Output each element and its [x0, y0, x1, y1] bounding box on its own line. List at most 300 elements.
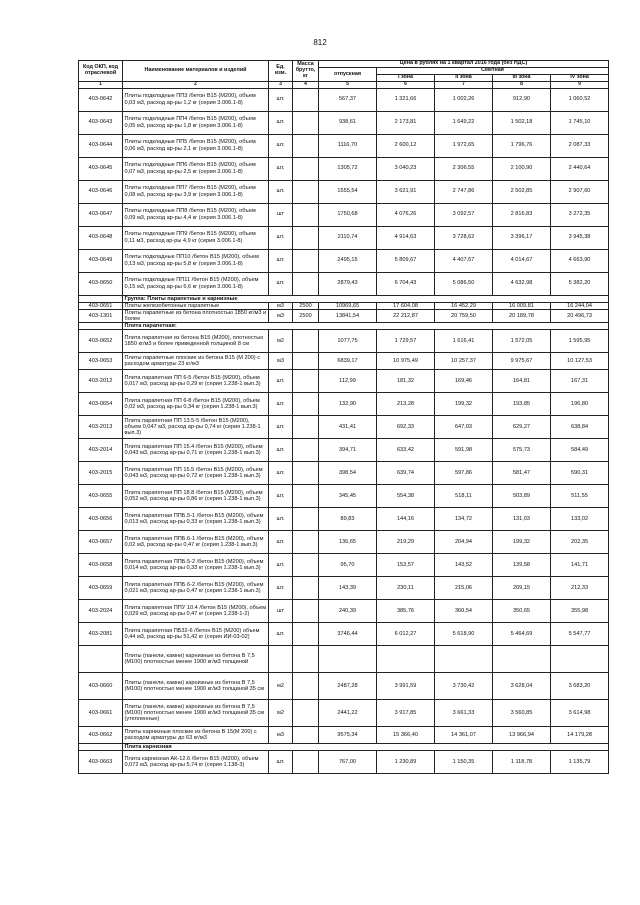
zone1-price-cell: 153,57 — [377, 554, 435, 577]
table-row — [79, 393, 609, 416]
zone4-price-cell: 1 595,95 — [551, 330, 609, 353]
zone1-price-cell: 3 991,59 — [377, 673, 435, 700]
code-cell: 403-2081 — [79, 623, 123, 646]
zone1-price-cell: 639,74 — [377, 462, 435, 485]
zone2-price-cell: 360,54 — [435, 600, 493, 623]
zone4-price-cell: 20 496,73 — [551, 309, 609, 322]
release-price-cell: 3746,44 — [319, 623, 377, 646]
table-row — [79, 302, 609, 309]
unit-cell: м3 — [269, 353, 293, 370]
column-number: 4 — [293, 82, 319, 89]
name-cell: Плиты подкладные ПП11 /бетон В15 (М200), объем 0,15 м3, расход ар-ры 6,6 кг (серия 3.006.1-8) — [123, 272, 269, 295]
zone1-price-cell: 4 076,26 — [377, 203, 435, 226]
zone1-price-cell: 5 809,67 — [377, 249, 435, 272]
code-cell: 403-2012 — [79, 370, 123, 393]
table-row — [79, 249, 609, 272]
zone1-price-cell: 22 212,87 — [377, 309, 435, 322]
table-row — [79, 577, 609, 600]
unit-cell: м3 — [269, 302, 293, 309]
unit-cell: шт. — [269, 485, 293, 508]
mass-cell — [293, 157, 319, 180]
column-number: 1 — [79, 82, 123, 89]
mass-cell — [293, 508, 319, 531]
zone3-price-cell: 139,58 — [493, 554, 551, 577]
zone3-price-cell: 9 975,67 — [493, 353, 551, 370]
name-cell: Плиты (панели, камни) карнизные из бетона В 7,5 (М100) плотностью менее 1900 кг/м3 толщиной 35 см — [123, 673, 269, 700]
code-cell: 403-0656 — [79, 508, 123, 531]
name-cell: Плита парапетная ППУ 10.4 /бетон В15 (М200), объем 0,029 м3, расход ар-ры 0,47 кг (серия 1.238-1-2) — [123, 600, 269, 623]
code-cell: 403-0663 — [79, 751, 123, 774]
zone2-price-cell — [435, 646, 493, 673]
unit-cell: шт. — [269, 134, 293, 157]
table-row — [79, 416, 609, 439]
zone2-price-cell: 20 759,50 — [435, 309, 493, 322]
mass-cell — [293, 485, 319, 508]
zone1-price-cell: 4 914,63 — [377, 226, 435, 249]
unit-cell: шт. — [269, 180, 293, 203]
zone4-price-cell: 10 127,53 — [551, 353, 609, 370]
column-number: 5 — [319, 82, 377, 89]
release-price-cell: 2441,22 — [319, 700, 377, 727]
table-row — [79, 508, 609, 531]
unit-cell: шт. — [269, 111, 293, 134]
zone4-price-cell: 1 060,52 — [551, 88, 609, 111]
unit-cell: шт. — [269, 623, 293, 646]
table-row — [79, 353, 609, 370]
zone1-price-cell — [377, 646, 435, 673]
zone1-price-cell: 10 975,49 — [377, 353, 435, 370]
header-code: Код ОКП, код отраслевой — [79, 61, 123, 82]
zone4-price-cell: 212,33 — [551, 577, 609, 600]
zone4-price-cell: 3 272,35 — [551, 203, 609, 226]
zone4-price-cell: 196,80 — [551, 393, 609, 416]
column-number: 8 — [493, 82, 551, 89]
zone1-price-cell: 15 366,40 — [377, 727, 435, 744]
zone1-price-cell: 554,38 — [377, 485, 435, 508]
release-price-cell: 394,71 — [319, 439, 377, 462]
table-body — [79, 88, 609, 774]
zone4-price-cell: 141,71 — [551, 554, 609, 577]
header-zone-2: II зона — [435, 75, 493, 82]
unit-cell: м3 — [269, 727, 293, 744]
header-name: Наименование материалов и изделий — [123, 61, 269, 82]
zone3-price-cell: 13 966,94 — [493, 727, 551, 744]
name-cell: Плита парапетная ППБ.6-1 /бетон В15 (М200), объем 0,02 м3, расход ар-ры 0,47 кг (серия 1.238-1 вып.3) — [123, 531, 269, 554]
code-cell: 403-0646 — [79, 180, 123, 203]
zone2-price-cell: 1 649,22 — [435, 111, 493, 134]
unit-cell: шт. — [269, 439, 293, 462]
zone2-price-cell: 4 407,67 — [435, 249, 493, 272]
zone4-price-cell: 133,02 — [551, 508, 609, 531]
code-cell — [79, 323, 123, 330]
column-number: 2 — [123, 82, 269, 89]
zone2-price-cell: 169,46 — [435, 370, 493, 393]
name-cell: Плита парапетная ПП 18.8 /бетон В15 (М200), объем 0,052 м3, расход ар-ры 0,86 кг (серия 1.238-1 вып.3) — [123, 485, 269, 508]
zone1-price-cell: 3 917,85 — [377, 700, 435, 727]
zone1-price-cell: 385,76 — [377, 600, 435, 623]
zone3-price-cell: 575,73 — [493, 439, 551, 462]
zone4-price-cell: 1 135,79 — [551, 751, 609, 774]
code-cell: 403-2013 — [79, 416, 123, 439]
unit-cell: шт. — [269, 272, 293, 295]
unit-cell: шт. — [269, 751, 293, 774]
release-price-cell: 13841,54 — [319, 309, 377, 322]
mass-cell — [293, 700, 319, 727]
zone4-price-cell: 16 244,04 — [551, 302, 609, 309]
zone3-price-cell: 581,47 — [493, 462, 551, 485]
code-cell: 403-0642 — [79, 88, 123, 111]
release-price-cell: 112,99 — [319, 370, 377, 393]
header-estimate: Сметная — [377, 67, 609, 74]
zone2-price-cell: 5 618,90 — [435, 623, 493, 646]
zone1-price-cell: 6 012,27 — [377, 623, 435, 646]
zone2-price-cell: 3 728,62 — [435, 226, 493, 249]
release-price-cell: 10969,65 — [319, 302, 377, 309]
zone3-price-cell: 1 572,05 — [493, 330, 551, 353]
code-cell: 403-2024 — [79, 600, 123, 623]
name-cell: Плита парапетная ПП 15.4 /бетон В15 (М200), объем 0,043 м3, расход ар-ры 0,71 кг (серия 1.238-1 вып.3) — [123, 439, 269, 462]
release-price-cell: 2110,74 — [319, 226, 377, 249]
group-title: Группа: Плиты парапетные и карнизные — [123, 295, 609, 302]
release-price-cell: 143,39 — [319, 577, 377, 600]
table-row — [79, 226, 609, 249]
release-price-cell: 345,45 — [319, 485, 377, 508]
code-cell: 403-2015 — [79, 462, 123, 485]
mass-cell — [293, 439, 319, 462]
name-cell: Плита парапетная ППБ.5-2 /бетон В15 (М200), объем 0,014 м3, расход ар-ры 0,33 кг (серия 1.238-1 вып.3) — [123, 554, 269, 577]
release-price-cell: 9575,34 — [319, 727, 377, 744]
table-row — [79, 673, 609, 700]
mass-cell: 2500 — [293, 309, 319, 322]
release-price-cell: 1750,68 — [319, 203, 377, 226]
zone3-price-cell: 1 118,78 — [493, 751, 551, 774]
zone2-price-cell: 14 361,07 — [435, 727, 493, 744]
unit-cell: шт. — [269, 554, 293, 577]
zone3-price-cell: 4 014,67 — [493, 249, 551, 272]
zone4-price-cell: 3 683,20 — [551, 673, 609, 700]
mass-cell — [293, 673, 319, 700]
zone4-price-cell: 202,35 — [551, 531, 609, 554]
table-row — [79, 111, 609, 134]
mass-cell — [293, 180, 319, 203]
mass-cell — [293, 330, 319, 353]
code-cell: 403-0661 — [79, 700, 123, 727]
zone4-price-cell: 584,49 — [551, 439, 609, 462]
mass-cell — [293, 531, 319, 554]
zone2-price-cell: 199,32 — [435, 393, 493, 416]
unit-cell: шт. — [269, 531, 293, 554]
unit-cell: шт. — [269, 462, 293, 485]
zone3-price-cell: 2 816,83 — [493, 203, 551, 226]
name-cell: Плиты (панели, камни) карнизные из бетона В 7,5 (М100) плотностью менее 1900 кг/м3 толщиной — [123, 646, 269, 673]
release-price-cell: 2879,43 — [319, 272, 377, 295]
zone1-price-cell: 144,16 — [377, 508, 435, 531]
name-cell: Плита парапетная ППБ 6-2 /бетон В15 (М200), объем 0,021 м3, расход ар-ры 0,47 кг (серия 1.238-1 вып.3) — [123, 577, 269, 600]
table-row — [79, 180, 609, 203]
zone1-price-cell: 2 600,12 — [377, 134, 435, 157]
zone2-price-cell: 215,06 — [435, 577, 493, 600]
name-cell: Плиты парапетные из бетона плотностью 1850 кг/м3 и более — [123, 309, 269, 322]
zone4-price-cell: 2 440,64 — [551, 157, 609, 180]
zone2-price-cell: 204,94 — [435, 531, 493, 554]
zone2-price-cell: 591,98 — [435, 439, 493, 462]
zone2-price-cell: 3 730,42 — [435, 673, 493, 700]
zone3-price-cell — [493, 646, 551, 673]
table-row — [79, 700, 609, 727]
release-price-cell: 1305,72 — [319, 157, 377, 180]
zone2-price-cell: 10 257,37 — [435, 353, 493, 370]
zone2-price-cell: 647,03 — [435, 416, 493, 439]
name-cell: Плиты подкладные ПП7 /бетон В15 (М200), объем 0,08 м3, расход ар-ры 3,9 кг (серия 3.006.1-8) — [123, 180, 269, 203]
zone2-price-cell: 134,72 — [435, 508, 493, 531]
code-cell: 403-0662 — [79, 727, 123, 744]
zone1-price-cell: 230,11 — [377, 577, 435, 600]
zone1-price-cell: 213,28 — [377, 393, 435, 416]
zone2-price-cell: 1 002,26 — [435, 88, 493, 111]
zone4-price-cell: 1 745,10 — [551, 111, 609, 134]
zone4-price-cell: 355,98 — [551, 600, 609, 623]
zone3-price-cell: 3 628,04 — [493, 673, 551, 700]
mass-cell — [293, 272, 319, 295]
zone4-price-cell: 511,55 — [551, 485, 609, 508]
code-cell: 403-2014 — [79, 439, 123, 462]
release-price-cell: 95,70 — [319, 554, 377, 577]
name-cell: Плита парапетная ПП 15.5 /бетон В15 (М200), объем 0,043 м3, расход ар-ры 0,72 кг (серия 1.238-1 вып.3) — [123, 462, 269, 485]
code-cell — [79, 295, 123, 302]
zone1-price-cell: 219,29 — [377, 531, 435, 554]
name-cell: Плиты подкладные ПП9 /бетон В15 (М200), объем 0,11 м3, расход ар-ры 4,9 кг (серия 3.006.1-8) — [123, 226, 269, 249]
group-row — [79, 295, 609, 302]
zone4-price-cell: 590,31 — [551, 462, 609, 485]
table-row — [79, 485, 609, 508]
header-zone-3: III зона — [493, 75, 551, 82]
mass-cell — [293, 554, 319, 577]
zone1-price-cell: 1 729,57 — [377, 330, 435, 353]
name-cell: Плиты подкладные ПП5 /бетон В15 (М200), объем 0,06 м3, расход ар-ры 2,1 кг (серия 3.006.1-8) — [123, 134, 269, 157]
name-cell: Плиты (панели, камни) карнизные из бетона В 7,5 (М100) плотностью менее 1900 кг/м3 толщиной 35 см (утепленные) — [123, 700, 269, 727]
zone1-price-cell: 181,32 — [377, 370, 435, 393]
unit-cell: м3 — [269, 309, 293, 322]
table-row — [79, 462, 609, 485]
code-cell: 403-0658 — [79, 554, 123, 577]
code-cell: 403-0644 — [79, 134, 123, 157]
release-price-cell: 2495,15 — [319, 249, 377, 272]
mass-cell — [293, 727, 319, 744]
table-row — [79, 727, 609, 744]
release-price-cell: 431,41 — [319, 416, 377, 439]
zone2-price-cell: 16 452,29 — [435, 302, 493, 309]
table-row — [79, 272, 609, 295]
release-price-cell: 398,54 — [319, 462, 377, 485]
name-cell: Плита парапетная ПП 6-8 /бетон В15 (М200), объем 0,02 м3, расход ар-ры 0,34 кг (серия 1.238-1 вып.3) — [123, 393, 269, 416]
name-cell: Плита парапетная из бетона В15 (М200), плотностью 1850 кг/м3 и более приведенной толщиной 8 см — [123, 330, 269, 353]
name-cell: Плита карнизная АК-12.6 /бетон В15 (М200), объем 0,072 м3, расход ар-ры 5,74 кг (серия 1.138-3) — [123, 751, 269, 774]
unit-cell — [269, 646, 293, 673]
zone4-price-cell: 3 945,38 — [551, 226, 609, 249]
zone3-price-cell: 20 189,78 — [493, 309, 551, 322]
zone3-price-cell: 199,32 — [493, 531, 551, 554]
zone3-price-cell: 4 632,98 — [493, 272, 551, 295]
code-cell: 403-0657 — [79, 531, 123, 554]
zone2-price-cell: 518,11 — [435, 485, 493, 508]
mass-cell — [293, 88, 319, 111]
code-cell: 403-0659 — [79, 577, 123, 600]
header-zone-1: I зона — [377, 75, 435, 82]
mass-cell — [293, 416, 319, 439]
table-row — [79, 88, 609, 111]
column-number: 9 — [551, 82, 609, 89]
code-cell — [79, 744, 123, 751]
group-title: Плита карнизная — [123, 744, 609, 751]
zone2-price-cell: 597,86 — [435, 462, 493, 485]
zone4-price-cell: 5 547,77 — [551, 623, 609, 646]
name-cell: Плиты парапетные плоские из бетона В15 (М 200) с расходом арматуры 23 кг/м3 — [123, 353, 269, 370]
table-row — [79, 554, 609, 577]
column-number: 3 — [269, 82, 293, 89]
code-cell: 403-0643 — [79, 111, 123, 134]
zone2-price-cell: 1 150,35 — [435, 751, 493, 774]
mass-cell — [293, 203, 319, 226]
mass-cell — [293, 623, 319, 646]
zone1-price-cell: 3 621,91 — [377, 180, 435, 203]
zone4-price-cell: 2 907,60 — [551, 180, 609, 203]
mass-cell — [293, 462, 319, 485]
zone2-price-cell: 1 616,41 — [435, 330, 493, 353]
zone3-price-cell: 2 100,90 — [493, 157, 551, 180]
mass-cell — [293, 600, 319, 623]
code-cell: 403-0648 — [79, 226, 123, 249]
table-row — [79, 330, 609, 353]
zone3-price-cell: 209,15 — [493, 577, 551, 600]
zone3-price-cell: 503,89 — [493, 485, 551, 508]
mass-cell — [293, 646, 319, 673]
header-zone-4: IV зона — [551, 75, 609, 82]
release-price-cell — [319, 646, 377, 673]
header-mass: Масса брутто, кг — [293, 61, 319, 82]
zone3-price-cell: 5 464,69 — [493, 623, 551, 646]
code-cell: 403-0653 — [79, 353, 123, 370]
release-price-cell: 1555,54 — [319, 180, 377, 203]
code-cell: 403-0651 — [79, 302, 123, 309]
mass-cell — [293, 134, 319, 157]
table-row — [79, 203, 609, 226]
mass-cell — [293, 353, 319, 370]
mass-cell — [293, 393, 319, 416]
zone3-price-cell: 164,81 — [493, 370, 551, 393]
name-cell: Плиты подкладные ПП4 /бетон В15 (М200), объем 0,05 м3, расход ар-ры 1,8 кг (серия 3.006.1-8) — [123, 111, 269, 134]
table-row — [79, 370, 609, 393]
name-cell: Плита парапетная ППБ.5-1 /бетон В15 (М200), объем 0,013 м3, расход ар-ры 0,33 кг (серия 1.238-1 вып.3) — [123, 508, 269, 531]
code-cell: 403-0650 — [79, 272, 123, 295]
zone3-price-cell: 3 396,17 — [493, 226, 551, 249]
header-unit: Ед. изм. — [269, 61, 293, 82]
release-price-cell: 2487,28 — [319, 673, 377, 700]
name-cell: Плита парапетная ПБ32-6 /бетон В15 (М200) объем 0,44 м3, расход ар-ры 51,42 кг (серия ИИ-03-02) — [123, 623, 269, 646]
zone3-price-cell: 629,27 — [493, 416, 551, 439]
table-row — [79, 751, 609, 774]
mass-cell — [293, 249, 319, 272]
name-cell: Плита парапетная ПП 13.5-5 /бетон В15 (М200), объем 0,047 м3, расход ар-ры 0,74 кг (серия 1.238-1 вып.3) — [123, 416, 269, 439]
zone2-price-cell: 3 092,57 — [435, 203, 493, 226]
unit-cell: шт. — [269, 226, 293, 249]
table-row — [79, 309, 609, 322]
name-cell: Плита парапетная ПП 6-5 /бетон В15 (М200), объем 0,017 м3, расход ар-ры 0,29 кг (серия 1.238-1 вып.3) — [123, 370, 269, 393]
zone2-price-cell: 5 086,50 — [435, 272, 493, 295]
unit-cell: м2 — [269, 673, 293, 700]
zone4-price-cell: 4 663,90 — [551, 249, 609, 272]
group-row — [79, 744, 609, 751]
name-cell: Плиты подкладные ПП6 /бетон В15 (М200), объем 0,07 м3, расход ар-ры 2,5 кг (серия 3.006.1-8) — [123, 157, 269, 180]
zone1-price-cell: 1 321,66 — [377, 88, 435, 111]
code-cell: 403-0660 — [79, 673, 123, 700]
unit-cell: м2 — [269, 700, 293, 727]
zone3-price-cell: 350,65 — [493, 600, 551, 623]
unit-cell: шт. — [269, 249, 293, 272]
zone3-price-cell: 2 502,85 — [493, 180, 551, 203]
zone3-price-cell: 1 502,18 — [493, 111, 551, 134]
zone2-price-cell: 2 306,55 — [435, 157, 493, 180]
price-table — [78, 60, 609, 774]
unit-cell: шт. — [269, 157, 293, 180]
zone3-price-cell: 193,85 — [493, 393, 551, 416]
release-price-cell: 567,37 — [319, 88, 377, 111]
unit-cell: м2 — [269, 330, 293, 353]
code-cell: 403-1301 — [79, 309, 123, 322]
header-release: отпускная — [319, 67, 377, 81]
zone1-price-cell: 633,42 — [377, 439, 435, 462]
code-cell: 403-0655 — [79, 485, 123, 508]
release-price-cell: 132,90 — [319, 393, 377, 416]
header-price-group: Цена в рублях на 1 квартал 2016 года (без НДС) — [319, 61, 609, 68]
table-row — [79, 157, 609, 180]
unit-cell: шт. — [269, 577, 293, 600]
unit-cell: шт. — [269, 508, 293, 531]
name-cell: Плиты подкладные ПП10 /бетон В15 (М200), объем 0,13 м3, расход ар-ры 5,8 кг (серия 3.006.1-8) — [123, 249, 269, 272]
group-title: Плита парапетная: — [123, 323, 609, 330]
table-row — [79, 646, 609, 673]
zone1-price-cell: 17 604,08 — [377, 302, 435, 309]
zone4-price-cell: 14 179,28 — [551, 727, 609, 744]
zone3-price-cell: 16 009,81 — [493, 302, 551, 309]
release-price-cell: 89,83 — [319, 508, 377, 531]
mass-cell — [293, 111, 319, 134]
name-cell: Плиты подкладные ПП8 /бетон В15 (М200), объем 0,09 м3, расход ар-ры 4,4 кг (серия 3.006.1-8) — [123, 203, 269, 226]
column-number: 7 — [435, 82, 493, 89]
table-row — [79, 623, 609, 646]
unit-cell: шт — [269, 600, 293, 623]
mass-cell — [293, 751, 319, 774]
table-row — [79, 439, 609, 462]
zone2-price-cell: 2 747,86 — [435, 180, 493, 203]
mass-cell — [293, 226, 319, 249]
unit-cell: шт. — [269, 416, 293, 439]
name-cell: Плиты железобетонные парапетные — [123, 302, 269, 309]
release-price-cell: 938,61 — [319, 111, 377, 134]
group-row — [79, 323, 609, 330]
zone3-price-cell: 912,90 — [493, 88, 551, 111]
release-price-cell: 1077,75 — [319, 330, 377, 353]
zone4-price-cell — [551, 646, 609, 673]
mass-cell — [293, 370, 319, 393]
release-price-cell: 6839,17 — [319, 353, 377, 370]
table-row — [79, 600, 609, 623]
column-number: 6 — [377, 82, 435, 89]
zone1-price-cell: 3 040,23 — [377, 157, 435, 180]
page-number: 812 — [313, 38, 327, 47]
zone3-price-cell: 3 560,85 — [493, 700, 551, 727]
zone2-price-cell: 3 661,33 — [435, 700, 493, 727]
table-row — [79, 531, 609, 554]
